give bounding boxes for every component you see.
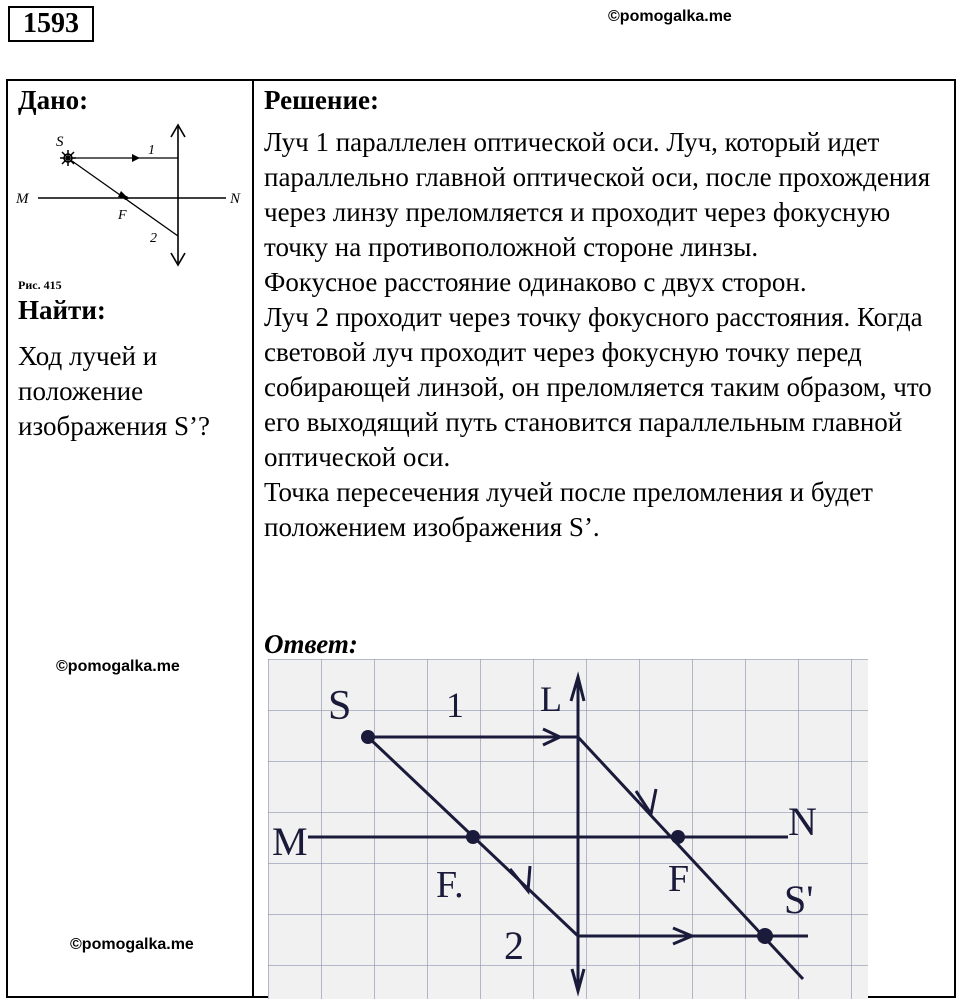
watermark-left-1: ©pomogalka.me [56,658,180,675]
fig-label-1: 1 [148,143,155,158]
sketch-label-1: 1 [446,685,464,725]
fig-label-M: M [16,191,29,207]
solution-paragraph: Фокусное расстояние одинаково с двух сторон. [264,267,807,297]
solution-text [264,125,944,545]
sketch-label-M: M [272,819,308,864]
graph-paper-grid [268,659,868,999]
fig-label-F: F [118,208,127,223]
watermark-top: ©pomogalka.me [608,8,732,25]
sketch-point-S [361,730,375,744]
find-text: Ход лучей и положение изображения S’? [18,341,211,441]
fig-label-2: 2 [150,231,157,246]
solution-column [253,80,955,997]
solution-paragraph: Точка пересечения лучей после преломления и будет положением изображения S’. [264,477,873,542]
fig-label-S: S [56,134,64,150]
solution-heading: Решение: [264,85,379,115]
sketch-label-F-left: F. [436,864,464,906]
fig-label-N: N [230,191,241,207]
sketch-label-2: 2 [504,923,524,968]
fig-focus-point [124,196,128,200]
answer-sketch [268,659,868,999]
answer-heading: Ответ: [264,629,358,659]
sketch-label-F-right: F [668,858,690,900]
fig-caption: Рис. 415 [18,278,62,292]
fig-ray-1-arrow [132,154,140,162]
sketch-point-S-image [757,928,773,944]
watermark-left-2: ©pomogalka.me [70,936,194,953]
problem-number: 1593 [8,6,94,42]
given-column [7,80,253,997]
problem-table [6,79,956,998]
solution-paragraph: Луч 1 параллелен оптической оси. Луч, который идет параллельно главной оптической оси, после прохождения через линзу преломляется и проходит через фокусную точку на противоположной стороне линзы. [264,127,931,262]
sketch-point-F-right [671,830,685,844]
sketch-label-N: N [788,799,817,844]
sketch-label-L: L [540,679,562,719]
sketch-label-S-image: S' [784,877,814,922]
solution-paragraph: Луч 2 проходит через точку фокусного расстояния. Когда световой луч проходит через фокусную точку перед собирающей линзой, он преломляется таким образом, что его выходящий путь становится параллельным главной оптической оси. [264,302,932,472]
sketch-label-S: S [328,683,352,729]
find-heading: Найти: [18,295,106,325]
given-heading: Дано: [18,85,89,115]
fig-lens [171,125,185,265]
given-figure [8,121,248,301]
sketch-point-F-left [466,830,480,844]
